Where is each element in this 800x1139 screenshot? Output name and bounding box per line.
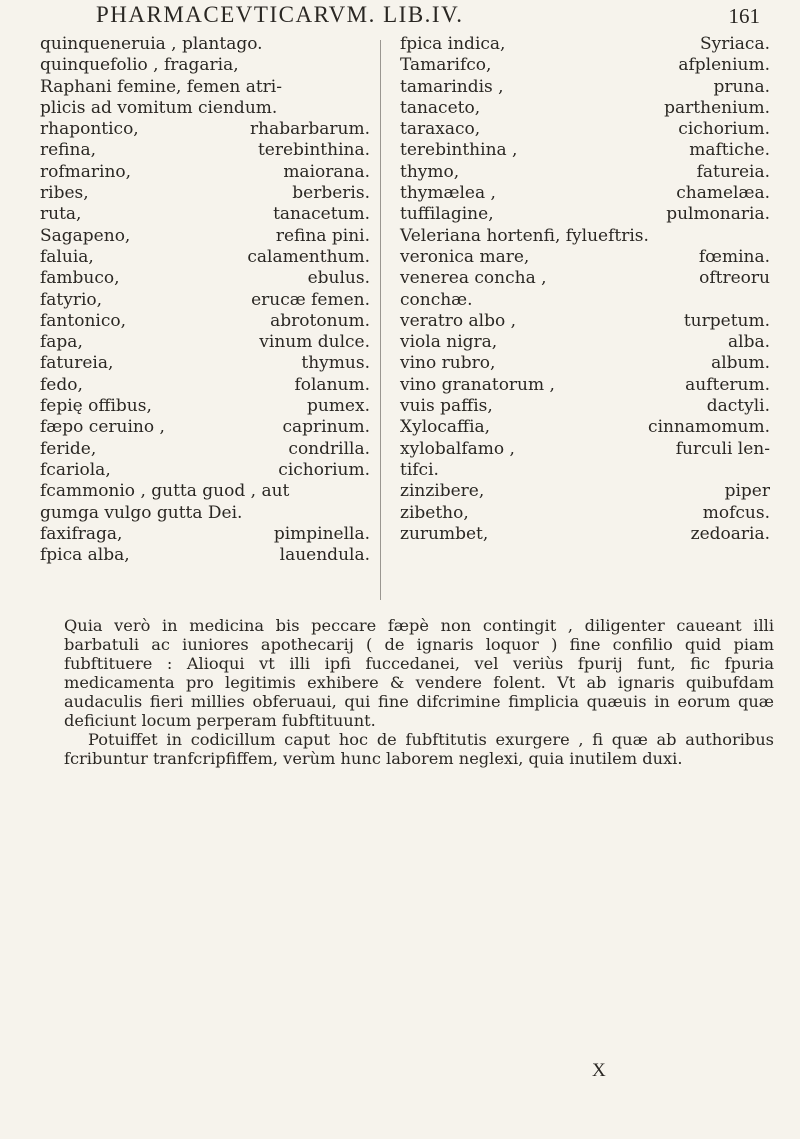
list-row xyxy=(40,204,370,225)
list-row xyxy=(40,417,370,438)
entry-substitute: cinnamomum. xyxy=(648,417,770,438)
list-row xyxy=(400,481,770,502)
list-row xyxy=(400,119,770,140)
list-row xyxy=(40,290,370,311)
entry-name: Tamarifco, xyxy=(400,55,492,76)
entry-substitute: berberis. xyxy=(292,183,370,204)
list-row xyxy=(40,119,370,140)
list-row xyxy=(40,481,370,502)
list-row xyxy=(40,98,370,119)
list-row xyxy=(400,439,770,460)
entry-name: zinzibere, xyxy=(400,481,485,502)
entry-name: fpica indica, xyxy=(400,34,506,54)
entry-substitute: album. xyxy=(711,353,770,374)
entry-name: veronica mare, xyxy=(400,246,530,267)
entry-substitute: condrilla. xyxy=(288,438,370,459)
page-number: 161 xyxy=(728,4,760,28)
entry-substitute: Syriaca. xyxy=(699,34,770,54)
list-row xyxy=(40,77,370,98)
entry-substitute: fœmina. xyxy=(698,246,770,267)
entry-name: ribes, xyxy=(40,183,89,204)
entry-substitute: refina pini. xyxy=(275,225,370,246)
entry-name: Sagapeno, xyxy=(40,225,131,246)
entry-name: ruta, xyxy=(40,204,82,225)
page-header xyxy=(40,2,760,34)
list-row xyxy=(400,460,770,481)
entry-substitute: fatureia. xyxy=(696,161,770,182)
entry-name: feride, xyxy=(40,438,97,459)
list-row xyxy=(40,332,370,353)
paragraph: Potuiffet in codicillum caput hoc de fubftitutis exurgere , fi quæ ab authoribus fcribuntur tranfcripfiffem, verùm hunc laborem neglexi, quia inutilem duxi. xyxy=(64,730,774,768)
signature-mark: X xyxy=(592,1060,606,1081)
entry-substitute: maftiche. xyxy=(689,140,770,161)
entry-substitute: oftreoru xyxy=(699,268,770,289)
list-row xyxy=(40,375,370,396)
entry-substitute: mofcus. xyxy=(702,502,770,523)
entry-name: zibetho, xyxy=(400,502,469,523)
entry-substitute: parthenium. xyxy=(664,97,770,118)
row-text: Raphani femine, femen atri- xyxy=(40,76,282,97)
entry-substitute: pulmonaria. xyxy=(666,204,770,225)
list-row xyxy=(400,311,770,332)
running-title: PHARMACEVTICARVM. LIB.IV. xyxy=(96,2,464,27)
entry-substitute: rhabarbarum. xyxy=(250,119,370,140)
row-text: tifci. xyxy=(400,459,439,480)
list-row xyxy=(400,332,770,353)
entry-name: zurumbet, xyxy=(400,523,489,544)
entry-name: fepię offibus, xyxy=(40,396,152,417)
list-row xyxy=(40,183,370,204)
row-text: quinquefolio , fragaria, xyxy=(40,55,239,76)
entry-substitute: lauendula. xyxy=(279,545,370,566)
list-row xyxy=(40,353,370,374)
list-row xyxy=(400,98,770,119)
entry-name: fapa, xyxy=(40,332,83,353)
entry-name: terebinthina , xyxy=(400,140,518,161)
entry-name: fæpo ceruino , xyxy=(40,417,165,438)
entry-substitute: maiorana. xyxy=(283,161,370,182)
entry-name: tuffilagine, xyxy=(400,204,494,225)
list-row xyxy=(40,396,370,417)
entry-substitute: pumex. xyxy=(306,396,370,417)
list-row xyxy=(40,226,370,247)
entry-name: xylobalfamo , xyxy=(400,438,515,459)
entry-substitute: piper xyxy=(724,481,770,502)
entry-name: venerea concha , xyxy=(400,268,547,289)
entry-name: fantonico, xyxy=(40,310,126,331)
list-row xyxy=(40,55,370,76)
entry-name: rofmarino, xyxy=(40,161,132,182)
list-row xyxy=(400,417,770,438)
list-row xyxy=(400,268,770,289)
entry-substitute: furculi len- xyxy=(675,438,770,459)
entry-name: fedo, xyxy=(40,374,83,395)
entry-substitute: aufterum. xyxy=(685,374,770,395)
entry-name: vino granatorum , xyxy=(400,374,555,395)
row-text: plicis ad vomitum ciendum. xyxy=(40,97,278,118)
entry-name: refina, xyxy=(40,140,97,161)
entry-name: faxifraga, xyxy=(40,523,123,544)
entry-substitute: afplenium. xyxy=(678,55,770,76)
entry-substitute: terebinthina. xyxy=(257,140,370,161)
list-row xyxy=(40,140,370,161)
entry-substitute: folanum. xyxy=(294,374,370,395)
entry-substitute: pruna. xyxy=(713,76,770,97)
entry-substitute: turpetum. xyxy=(683,310,770,331)
entry-substitute: erucæ femen. xyxy=(251,289,370,310)
entry-name: thymo, xyxy=(400,161,460,182)
entry-substitute: zedoaria. xyxy=(690,523,770,544)
entry-name: fambuco, xyxy=(40,268,120,289)
entry-substitute: dactyli. xyxy=(706,396,770,417)
list-row xyxy=(400,77,770,98)
list-row xyxy=(400,162,770,183)
list-row xyxy=(40,268,370,289)
list-row xyxy=(400,353,770,374)
entry-substitute: caprinum. xyxy=(282,417,370,438)
entry-name: vuis paffis, xyxy=(400,396,493,417)
list-row xyxy=(40,524,370,545)
entry-name: taraxaco, xyxy=(400,119,481,140)
entry-name: fatureia, xyxy=(40,353,114,374)
row-text: quinqueneruia , plantago. xyxy=(40,34,263,54)
list-row xyxy=(400,503,770,524)
list-row xyxy=(40,439,370,460)
right-column xyxy=(400,34,770,545)
entry-substitute: chamelæa. xyxy=(676,183,770,204)
row-text: fcammonio , gutta guod , aut xyxy=(40,481,290,502)
row-text: conchæ. xyxy=(400,289,473,310)
entry-name: fcariola, xyxy=(40,459,111,480)
list-row xyxy=(400,226,770,247)
row-text: gumga vulgo gutta Dei. xyxy=(40,502,243,523)
list-row xyxy=(400,204,770,225)
list-row xyxy=(400,290,770,311)
entry-name: vino rubro, xyxy=(400,353,496,374)
entry-name: fpica alba, xyxy=(40,545,130,566)
list-row xyxy=(40,503,370,524)
list-row xyxy=(40,311,370,332)
entry-name: Xylocaffia, xyxy=(400,417,491,438)
body-text xyxy=(64,616,774,768)
entry-substitute: ebulus. xyxy=(307,268,370,289)
left-column xyxy=(40,34,370,566)
entry-substitute: cichorium. xyxy=(678,119,770,140)
entry-substitute: abrotonum. xyxy=(270,310,370,331)
list-row xyxy=(400,34,770,55)
entry-name: faluia, xyxy=(40,246,94,267)
list-row xyxy=(400,183,770,204)
list-row xyxy=(400,55,770,76)
entry-name: veratro albo , xyxy=(400,310,517,331)
list-row xyxy=(40,247,370,268)
entry-name: rhapontico, xyxy=(40,119,139,140)
list-row xyxy=(400,247,770,268)
list-row xyxy=(400,140,770,161)
paragraph: Quia verò in medicina bis peccare fæpè non contingit , diligenter caueant illi barbatuli ac iuniores apothecarij ( de ignaris loquor ) fine confilio quid piam fubftituere : Alioqui vt illi ipfi fuccedanei, vel veriùs fpurij funt, fic fpuria medicamenta pro legitimis exhibere & vendere folent. Vt ab ignaris quibufdam audaculis fieri millies obferuaui, qui fine difcrimine fimplicia quæuis in eorum quæ deficiunt locum perperam fubftituunt. xyxy=(64,616,774,730)
entry-name: tamarindis , xyxy=(400,76,504,97)
entry-substitute: calamenthum. xyxy=(247,246,370,267)
entry-name: thymælea , xyxy=(400,183,496,204)
entry-name: viola nigra, xyxy=(400,332,498,353)
list-row xyxy=(400,396,770,417)
row-text: Veleriana hortenfi, fylueftris. xyxy=(400,225,649,246)
list-row xyxy=(40,162,370,183)
list-row xyxy=(40,460,370,481)
entry-substitute: vinum dulce. xyxy=(259,332,370,353)
entry-substitute: thymus. xyxy=(301,353,370,374)
entry-name: fatyrio, xyxy=(40,289,103,310)
list-row xyxy=(40,545,370,566)
column-divider xyxy=(380,40,381,600)
entry-substitute: alba. xyxy=(728,332,770,353)
entry-name: tanaceto, xyxy=(400,97,481,118)
list-row xyxy=(400,375,770,396)
entry-substitute: pimpinella. xyxy=(273,523,370,544)
entry-substitute: tanacetum. xyxy=(273,204,370,225)
list-row xyxy=(400,524,770,545)
entry-substitute: cichorium. xyxy=(278,459,370,480)
list-row xyxy=(40,34,370,55)
